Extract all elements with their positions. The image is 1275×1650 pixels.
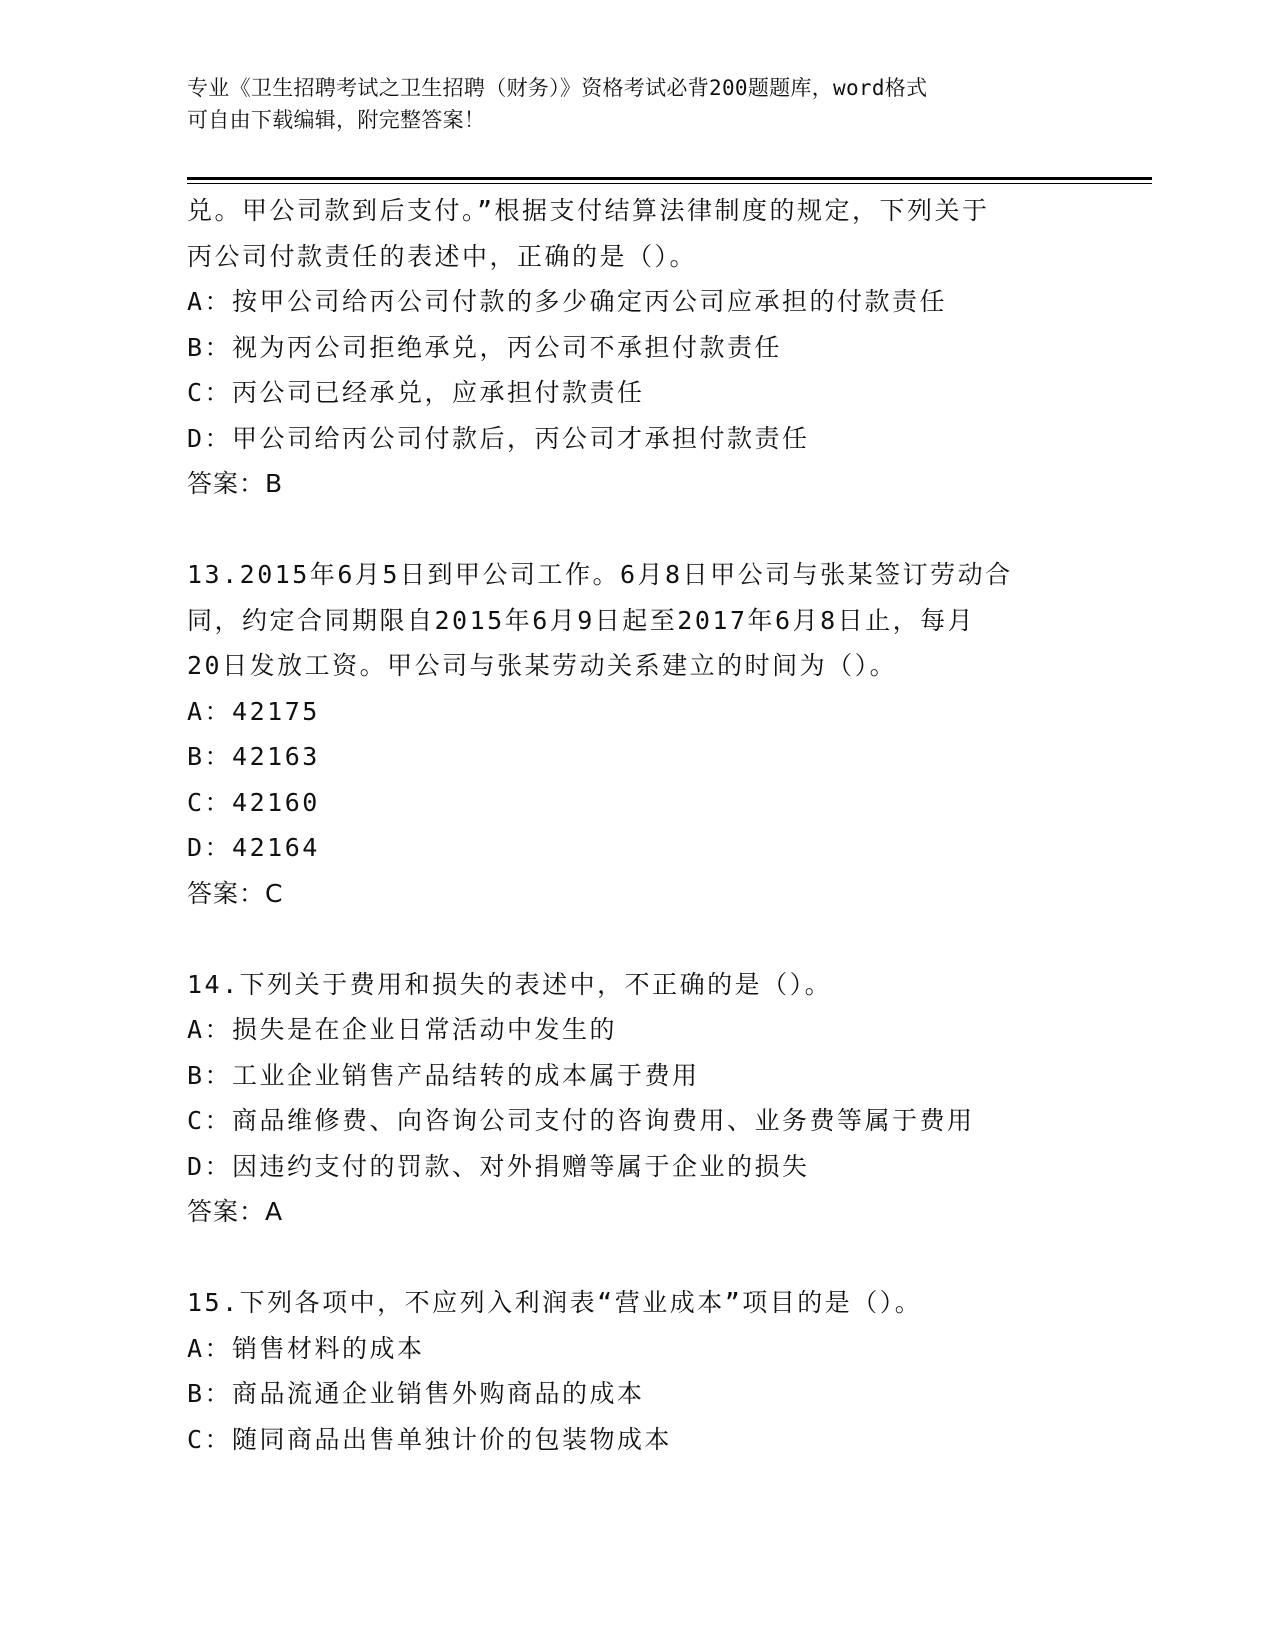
spacer bbox=[187, 916, 1087, 962]
question-14-stem-line-1: 14.下列关于费用和损失的表述中，不正确的是（）。 bbox=[187, 969, 833, 999]
question-15-option-a: A：销售材料的成本 bbox=[187, 1333, 425, 1363]
question-13-stem-line-3: 20日发放工资。甲公司与张某劳动关系建立的时间为（）。 bbox=[187, 651, 898, 680]
question-14-option-a: A：损失是在企业日常活动中发生的 bbox=[187, 1015, 618, 1044]
header-title-line-2: 可自由下载编辑，附完整答案！ bbox=[187, 108, 486, 132]
spacer bbox=[187, 1235, 1087, 1281]
question-12-option-c: C：丙公司已经承兑，应承担付款责任 bbox=[187, 378, 645, 407]
question-15-stem-line-1: 15.下列各项中，不应列入利润表“营业成本”项目的是（）。 bbox=[187, 1288, 923, 1317]
header-title-line-1: 专业《卫生招聘考试之卫生招聘（财务）》资格考试必背200题题库，word格式 bbox=[187, 76, 928, 100]
question-15-option-c: C：随同商品出售单独计价的包装物成本 bbox=[187, 1424, 673, 1454]
question-13-stem-line-1: 13.2015年6月5日到甲公司工作。6月8日甲公司与张某签订劳动合 bbox=[187, 560, 1013, 589]
question-12-option-b: B：视为丙公司拒绝承兑，丙公司不承担付款责任 bbox=[187, 332, 783, 362]
header-divider-thick bbox=[187, 177, 1152, 180]
question-14-option-c: C：商品维修费、向咨询公司支付的咨询费用、业务费等属于费用 bbox=[187, 1106, 975, 1135]
question-14-option-d: D：因违约支付的罚款、对外捐赠等属于企业的损失 bbox=[187, 1151, 810, 1181]
question-13-option-a: A：42175 bbox=[187, 696, 320, 726]
document-header bbox=[187, 72, 1067, 136]
header-divider-thin bbox=[187, 183, 1152, 184]
question-13-stem-line-2: 同，约定合同期限自2015年6月9日起至2017年6月8日止，每月 bbox=[187, 605, 976, 635]
question-12-option-a: A：按甲公司给丙公司付款的多少确定丙公司应承担的付款责任 bbox=[187, 287, 948, 316]
question-12-option-d: D：甲公司给丙公司付款后，丙公司才承担付款责任 bbox=[187, 423, 810, 453]
question-14-answer: 答案：A bbox=[187, 1197, 284, 1226]
question-12 bbox=[187, 188, 1087, 507]
question-14-option-b: B：工业企业销售产品结转的成本属于费用 bbox=[187, 1060, 700, 1090]
question-15 bbox=[187, 1280, 1087, 1462]
question-14 bbox=[187, 962, 1087, 1235]
question-13-option-d: D：42164 bbox=[187, 833, 320, 862]
question-12-answer: 答案：B bbox=[187, 469, 284, 498]
question-12-stem-line-1: 兑。甲公司款到后支付。”根据支付结算法律制度的规定，下列关于 bbox=[187, 196, 990, 225]
question-12-stem-line-2: 丙公司付款责任的表述中，正确的是（）。 bbox=[187, 241, 698, 271]
question-13-option-c: C：42160 bbox=[187, 787, 320, 817]
question-list bbox=[187, 188, 1087, 1462]
question-13 bbox=[187, 552, 1087, 916]
spacer bbox=[187, 507, 1087, 553]
question-13-option-b: B：42163 bbox=[187, 742, 320, 771]
question-15-option-b: B：商品流通企业销售外购商品的成本 bbox=[187, 1379, 645, 1408]
question-13-answer: 答案：C bbox=[187, 878, 284, 908]
